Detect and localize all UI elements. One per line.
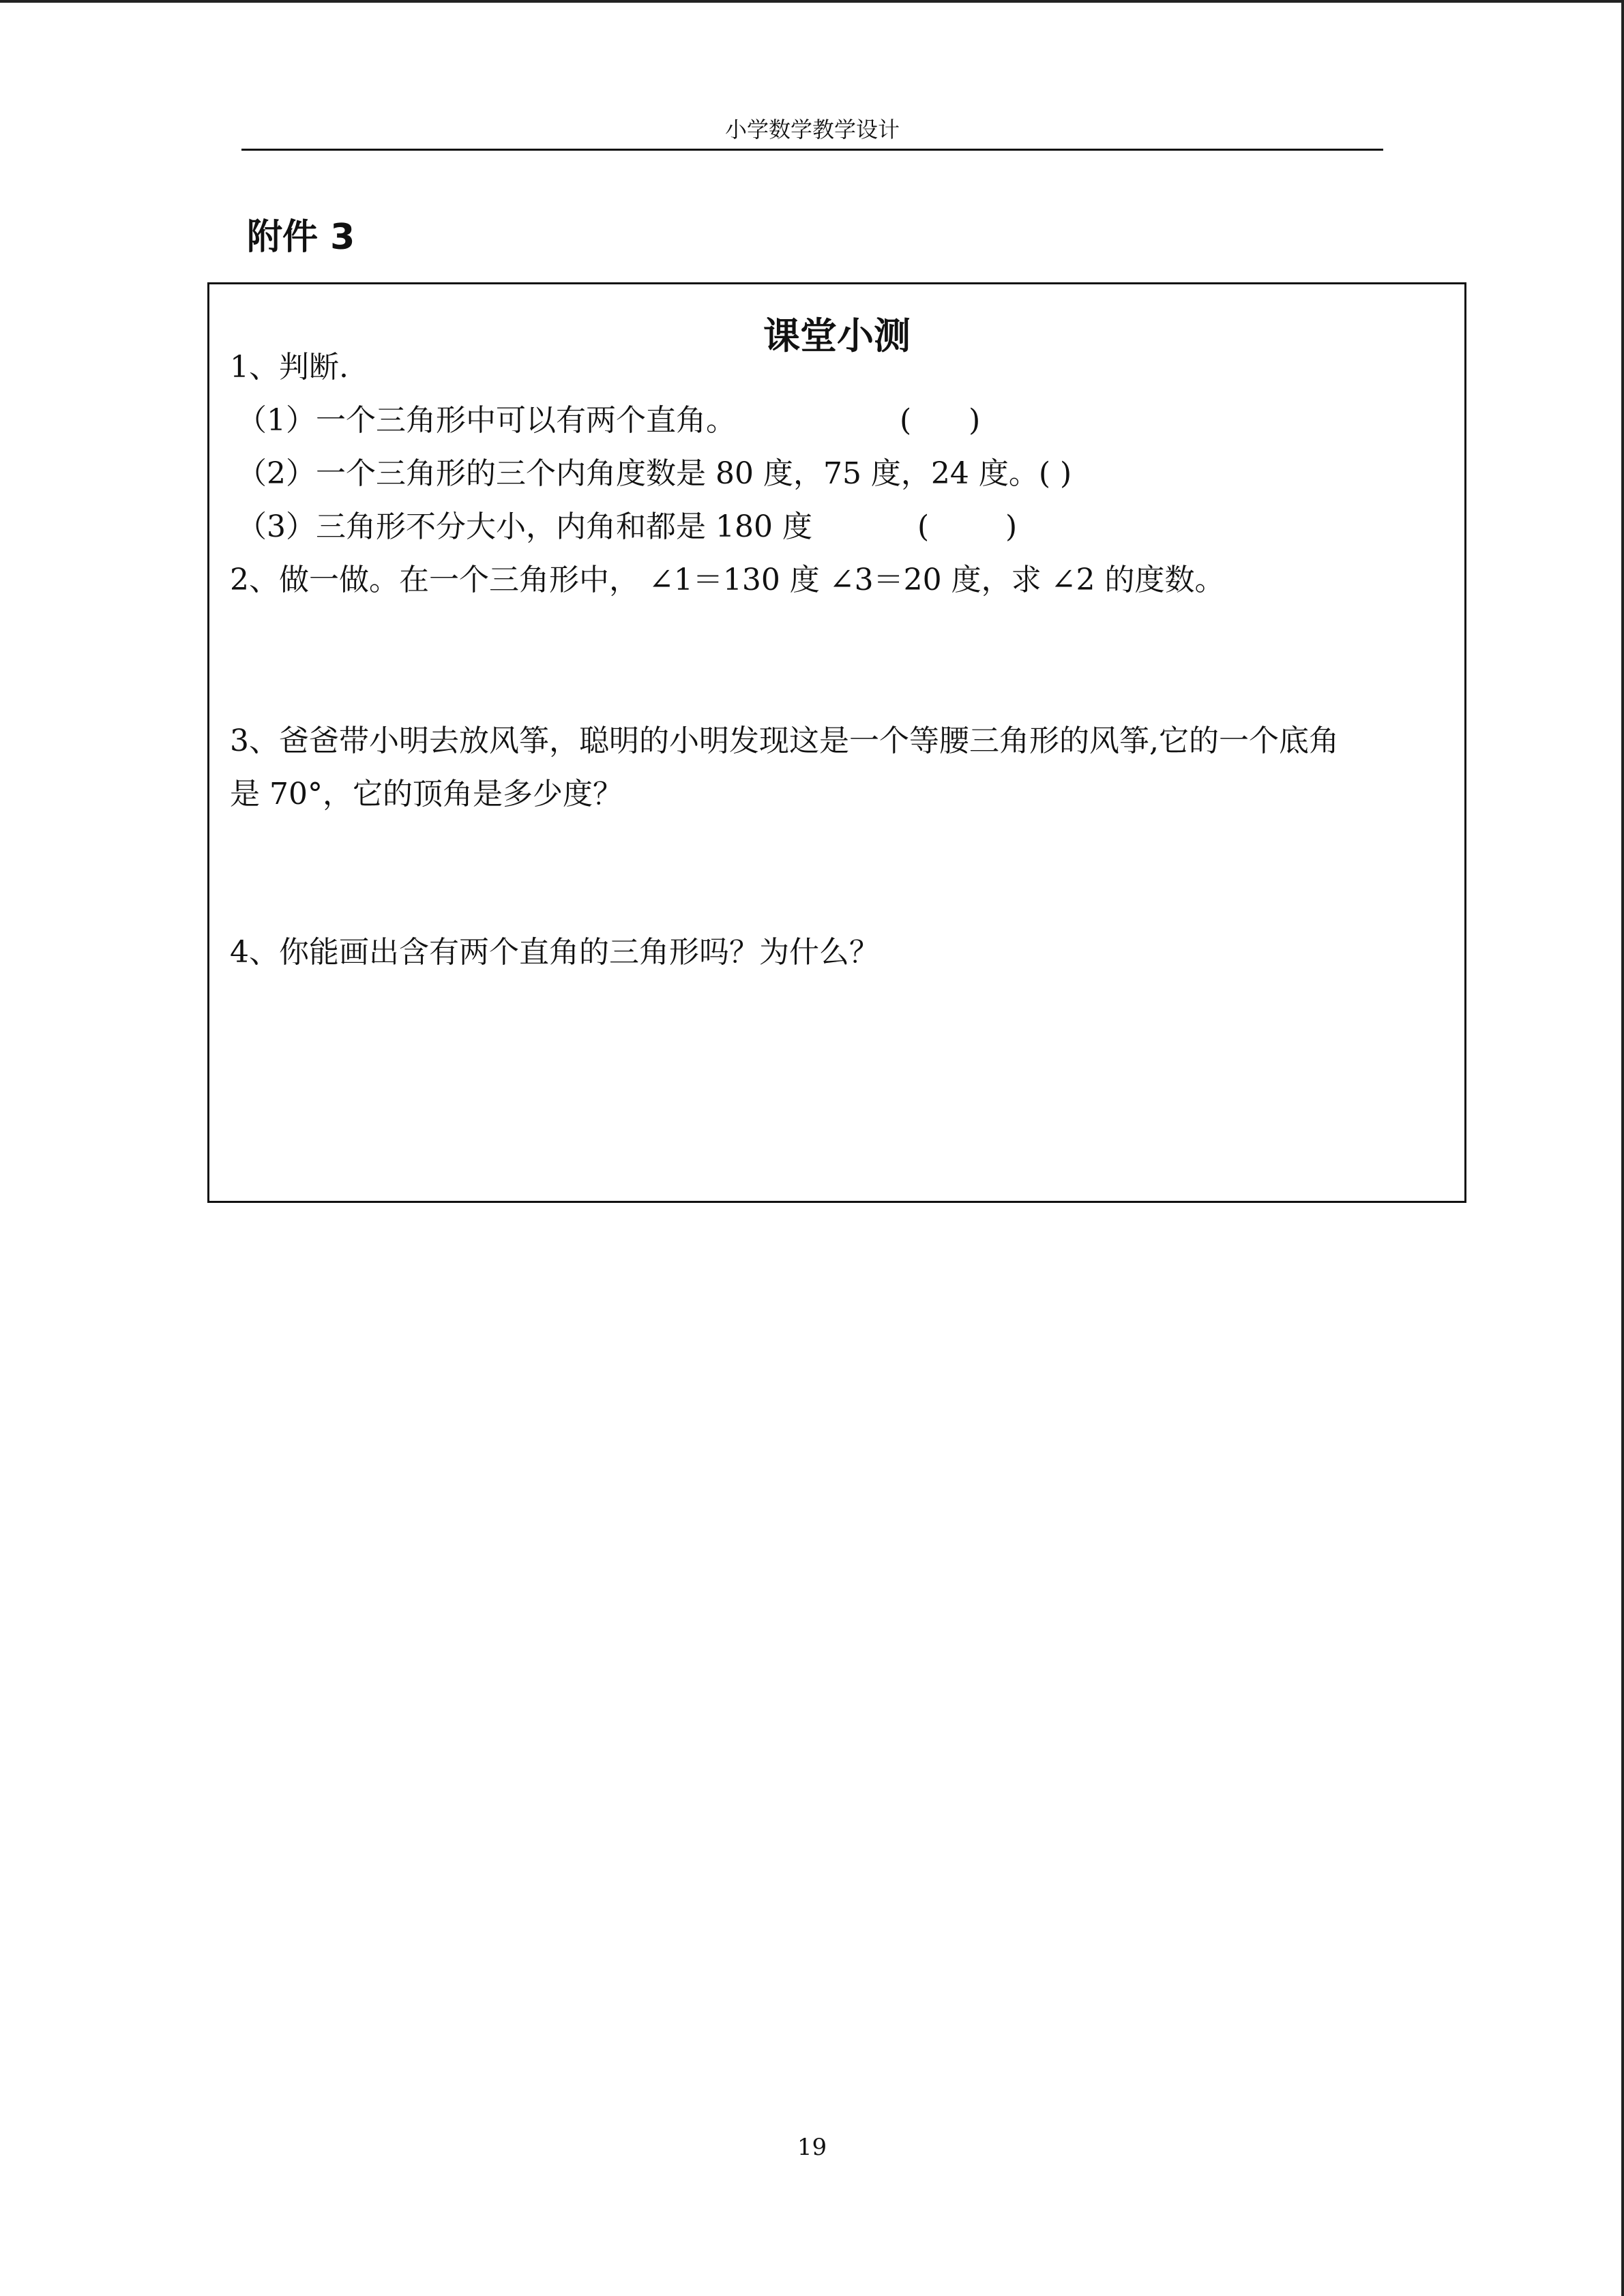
question-1-prompt: 1、判断. — [230, 350, 349, 385]
page-number: 19 — [797, 2134, 827, 2161]
question-1-item-3: （3）三角形不分大小，内角和都是 180 度 — [237, 509, 812, 544]
running-header: 小学数学教学设计 — [724, 117, 900, 143]
question-1-item-3-blank: ( ) — [917, 509, 1018, 544]
page-border-top — [0, 0, 1624, 3]
question-1-item-1: （1）一个三角形中可以有两个直角。 — [237, 403, 736, 438]
question-1-item-1-blank: ( ) — [900, 403, 981, 438]
header-rule — [241, 149, 1383, 151]
quiz-title: 课堂小测 — [763, 314, 911, 357]
question-1-item-2: （2）一个三角形的三个内角度数是 80 度，75 度，24 度。( ) — [237, 456, 1072, 491]
question-3-line-2: 是 70°，它的顶角是多少度？ — [230, 777, 623, 811]
question-3-line-1: 3、爸爸带小明去放风筝，聪明的小明发现这是一个等腰三角形的风筝,它的一个底角 — [230, 724, 1339, 758]
attachment-label: 附件 3 — [247, 217, 355, 258]
page-border-right — [1621, 0, 1624, 2296]
question-2: 2、做一做。在一个三角形中， ∠1＝130 度 ∠3＝20 度，求 ∠2 的度数。 — [230, 563, 1225, 597]
question-4: 4、你能画出含有两个直角的三角形吗？为什么？ — [230, 935, 879, 970]
quiz-box — [207, 282, 1466, 1203]
